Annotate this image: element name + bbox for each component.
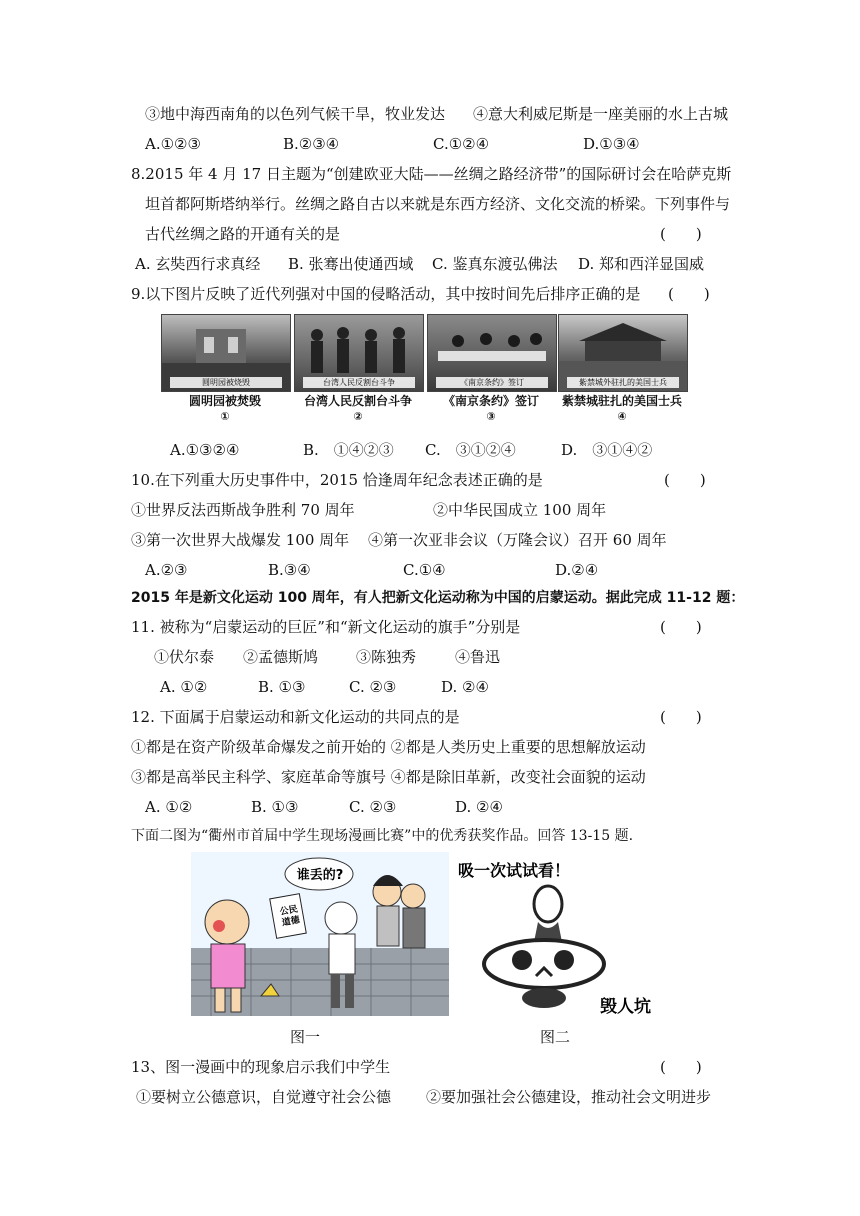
- q10-option-b: B.③④: [268, 561, 311, 579]
- photo-label-3: 《南京条约》签订: [442, 394, 539, 408]
- q10-answer-paren: ( ): [664, 471, 706, 489]
- pit-sign: 毁人坑: [600, 997, 651, 1017]
- q10-statement-3: ③第一次世界大战爆发 100 周年: [131, 531, 350, 549]
- q13-answer-paren: ( ): [660, 1058, 702, 1076]
- q11-option-b: B. ①③: [258, 678, 306, 696]
- q10-statement-1: ①世界反法西斯战争胜利 70 周年: [131, 501, 355, 519]
- q8-option-a: A. 玄奘西行求真经: [135, 255, 261, 273]
- intro-13-15: 下面二图为“衢州市首届中学生现场漫画比赛”中的优秀获奖作品。回答 13-15 题.: [131, 828, 634, 844]
- photo-taiwan-resistance: [294, 314, 424, 392]
- q11-option-d: D. ②④: [441, 678, 489, 696]
- figure-1-caption: 图一: [290, 1028, 321, 1046]
- photo-label-1: 圆明园被焚毁: [188, 394, 261, 408]
- q11-option-a: A. ①②: [160, 678, 208, 696]
- photo-number-2: ②: [353, 410, 363, 423]
- photo-forbidden-city-troops: [558, 314, 688, 392]
- photo-label-4: 紫禁城驻扎的美国士兵: [561, 394, 682, 408]
- q11-option-c: C. ②③: [349, 678, 397, 696]
- intro-11-12: 2015 年是新文化运动 100 周年，有人把新文化运动称为中国的启蒙运动。据此完成 11-12 题：: [131, 590, 745, 606]
- q7-statement-3: ③地中海西南角的以色列气候干旱，牧业发达: [145, 105, 446, 123]
- q10-option-d: D.②④: [555, 561, 599, 579]
- q12-option-a: A. ①②: [145, 798, 193, 816]
- q12-stem: 12. 下面属于启蒙运动和新文化运动的共同点的是: [131, 708, 460, 726]
- photo-caption: 台湾人民反割台斗争: [303, 377, 415, 388]
- photo-number-1: ①: [220, 410, 230, 423]
- q10-statement-4: ④第一次亚非会议（万隆会议）召开 60 周年: [368, 531, 667, 549]
- q10-stem: 10.在下列重大历史事件中，2015 恰逢周年纪念表述正确的是: [131, 471, 543, 489]
- speech-bubble-text: 谁丢的?: [296, 868, 344, 883]
- q11-choice-1: ①伏尔泰: [154, 648, 215, 666]
- q11-choice-3: ③陈独秀: [356, 648, 417, 666]
- q8-option-c: C. 鉴真东渡弘佛法: [432, 255, 558, 273]
- q8-option-b: B. 张骞出使通西域: [288, 255, 414, 273]
- q7-option-d: D.①③④: [583, 135, 640, 153]
- figure-2-cartoon: [452, 852, 674, 1016]
- q8-stem-line-2: 坦首都阿斯塔纳举行。丝绸之路自古以来就是东西方经济、文化交流的桥梁。下列事件与: [145, 195, 731, 213]
- q10-statement-2: ②中华民国成立 100 周年: [433, 501, 607, 519]
- q11-choice-2: ②孟德斯鸠: [243, 648, 319, 666]
- q12-option-d: D. ②④: [455, 798, 503, 816]
- q8-stem-line-3: 古代丝绸之路的开通有关的是: [145, 225, 341, 243]
- q12-statements-3-4: ③都是高举民主科学、家庭革命等旗号 ④都是除旧革新，改变社会面貌的运动: [131, 768, 646, 786]
- q7-option-a: A.①②③: [145, 135, 201, 153]
- q7-option-b: B.②③④: [283, 135, 340, 153]
- q12-statements-1-2: ①都是在资产阶级革命爆发之前开始的 ②都是人类历史上重要的思想解放运动: [131, 738, 646, 756]
- q11-stem: 11. 被称为“启蒙运动的巨匠”和“新文化运动的旗手”分别是: [131, 618, 521, 636]
- figure-1-cartoon: [191, 852, 449, 1016]
- q11-choice-4: ④鲁迅: [455, 648, 501, 666]
- book-title: 公民道德: [279, 904, 301, 929]
- q13-stem: 13、图一漫画中的现象启示我们中学生: [131, 1058, 391, 1076]
- q10-option-c: C.①④: [403, 561, 446, 579]
- photo-caption: 《南京条约》签订: [436, 377, 548, 388]
- q10-option-a: A.②③: [145, 561, 188, 579]
- photo-number-3: ③: [486, 410, 496, 423]
- q9-option-d: D. ③①④②: [561, 441, 653, 459]
- q9-answer-paren: ( ): [668, 285, 710, 303]
- q12-option-c: C. ②③: [349, 798, 397, 816]
- q13-statement-2: ②要加强社会公德建设，推动社会文明进步: [426, 1088, 712, 1106]
- q8-option-d: D. 郑和西洋显国威: [578, 255, 705, 273]
- q7-statement-4: ④意大利威尼斯是一座美丽的水上古城: [473, 105, 729, 123]
- figure-2-caption: 图二: [540, 1028, 571, 1046]
- photo-caption: 圆明园被烧毁: [170, 377, 282, 388]
- q8-answer-paren: ( ): [660, 225, 702, 243]
- photo-label-2: 台湾人民反割台斗争: [303, 394, 412, 408]
- photo-number-4: ④: [617, 410, 627, 423]
- q9-stem: 9.以下图片反映了近代列强对中国的侵略活动，其中按时间先后排序正确的是: [131, 285, 641, 303]
- q7-option-c: C.①②④: [433, 135, 490, 153]
- photo-nanjing-treaty: [427, 314, 557, 392]
- q9-option-c: C. ③①②④: [425, 441, 516, 459]
- q13-statement-1: ①要树立公德意识，自觉遵守社会公德: [136, 1088, 392, 1106]
- q9-option-b: B. ①④②③: [303, 441, 394, 459]
- cartoon-slogan: 吸一次试试看！: [458, 861, 571, 880]
- q12-option-b: B. ①③: [251, 798, 299, 816]
- photo-caption: 紫禁城外驻扎的美国士兵: [567, 377, 679, 388]
- photo-yuanmingyuan: [161, 314, 291, 392]
- q12-answer-paren: ( ): [660, 708, 702, 726]
- q11-answer-paren: ( ): [660, 618, 702, 636]
- q8-stem-line-1: 8.2015 年 4 月 17 日主题为“创建欧亚大陆——丝绸之路经济带”的国际研讨会在哈萨克斯: [131, 165, 732, 183]
- q9-option-a: A.①③②④: [170, 441, 240, 459]
